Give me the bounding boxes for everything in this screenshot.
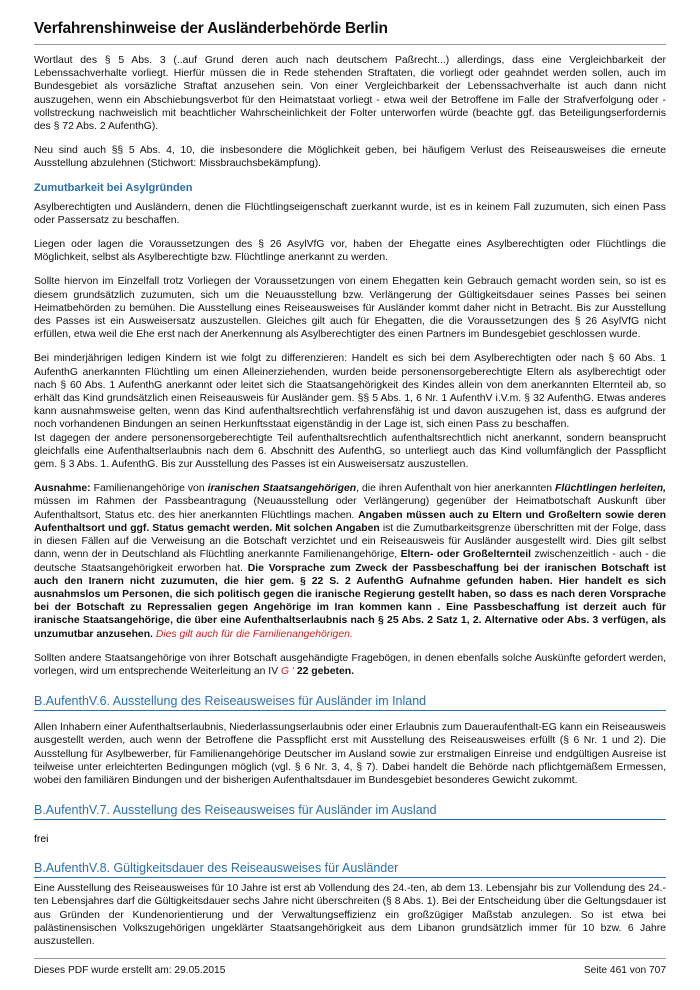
ausnahme-text-2: , die ihren Aufenthalt von hier anerkannten — [356, 483, 553, 495]
ausnahme-text-9: nicht zuzumuten, die hier gem. — [129, 575, 294, 587]
page-title: Verfahrenshinweise der Ausländerbehörde Berlin — [34, 20, 388, 37]
ausnahme-fluechtlinge: Flüchtlingen herleiten, — [555, 483, 666, 495]
paragraph-7: Ist dagegen der andere personensorgeberechtigte Teil aufenthaltsrechtlich aufenthaltsrechtlich nicht anerkannt, sondern beansprucht gleichfalls eine Aufenthaltserlaubnis nach dem 6. Abschnitt des AufenthG, so unterliegt auch das Kind vollumfänglich der Passpflicht gem. § 3 Abs. 1. AufenthG. Bis zur Ausstellung des Passes ist ein Ausweisersatz auszustellen. — [34, 432, 666, 471]
paragraph-3: Asylberechtigten und Ausländern, denen die Flüchtlingseigenschaft zuerkannt wurde, ist es in keinem Fall zuzumuten, sich einen Pass oder Passersatz zu beschaffen. — [34, 201, 666, 226]
ausnahme-text-10: Aufnahme gefunden haben. Hier handelt es sich ausnahmslos um Personen, die sich politisch gegen die iranische Regierung gestellt haben, so dass es nach deren Vorsprache bei der Botschaft zu Repressalien gegen Angehörige im Iran kommen kann . — [34, 575, 666, 614]
title-divider — [34, 44, 666, 45]
ausnahme-text-8: Die Vorsprache zum Zweck der Passbeschaffung bei der iranischen Botschaft ist auch den — [34, 562, 667, 587]
ausnahme-text-11: Eine Passbeschaffung ist derzeit auch für iranische Staatsangehörige, die über eine Aufenthaltserlaubnis nach § 25 Abs. 2 Satz 1, 2. Alternative oder Abs. 3 verfügen, als unzumutbar anzusehen. — [34, 602, 667, 640]
paragraph-1: Wortlaut des § 5 Abs. 3 (..auf Grund deren auch nach deutschem Paßrecht...) allerdings, dass eine Vergleichbarkeit der Lebenssachverhalte vorliegt. Hierfür müssen die in Rede stehenden Straftaten, die vorliegt oder geahndet werden sollen, auch im Bundesgebiet als vorsäzliche Straftat anzusehen sein. Von einer Vergleichbarkeit der Lebenssachverhalte ist auch dann nicht auszugehen, wenn ein Abschiebungsverbot für den Heimatstaat vorliegt - etwa weil der Betroffene im Falle der Strafverfolgung oder -vollstreckung nachweislich mit beachtlicher Wahrscheinlichkeit der Folter unterworfen würde (beachte ggf. das Beteiligungserfordernis des § 72 Abs. 2 AufenthG). — [34, 55, 666, 133]
section-heading-aufenthv-8: B.AufenthV.8. Gültigkeitsdauer des Reiseausweises für Ausländer — [34, 861, 666, 878]
ausnahme-paragraph-22: § 22 S. 2 AufenthG — [299, 575, 404, 587]
paragraph-6: Bei minderjährigen ledigen Kindern ist wie folgt zu differenzieren: Handelt es sich bei dem Asylberechtigten oder nach § 60 Abs. 1 AufenthG anerkannten Flüchtling um einen Alleinerziehenden, wurden beide personensorgeberechtigte Eltern als asylberechtigt oder nach § 60 Abs. 1 AufenthG anerkannt oder leitet sich die Staatsangehörigkeit des Kindes allein von dem anerkannten Elternteil ab, so erhält das Kind grundsätzlich einen Reiseausweis für Ausländer gem. §§ 5 Abs. 1, 6 Nr. 1 AufenthV i.V.m. § 32 AufenthG. Etwas anderes kann ausnahmsweise gelten, wenn das Kind aufenthaltsrechtlich verfahrensfähig ist und davon auszugehen ist, dass es aufgrund der noch vorhandenen Bindungen an seinen Herkunftsstaat eigenständig in der Lage ist, sich einen Pass zu beschaffen. — [34, 353, 666, 431]
paragraph-11: Eine Ausstellung des Reiseausweises für 10 Jahre ist erst ab Vollendung des 24.-ten, ab dem 13. Lebensjahr bis zur Vollendung des 24.-ten Lebensjahres darf die Gültigkeitsdauer sechs Jahre nicht überschreiten (§ 8 Abs. 1). Bei der Entscheidung über die Geltungsdauer ist aus Gründen der Kundenorientierung und der Verwaltungseffizienz ein großzügiger Maßstab anzulegen. So ist etwa bei palästinensischen Volkszugehörigen ungeklärter Staatsangehörigkeit aus dem Libanon grundsätzlich immer für 10 bzw. 6 Jahre auszustellen. — [34, 883, 666, 947]
ausnahme-block — [34, 482, 666, 640]
ausnahme-text-12: Dies gilt auch für die Familienangehörigen. — [155, 628, 353, 640]
paragraph-9-text: Sollten andere Staatsangehörige von ihrer Botschaft ausgehändigte Fragebögen, in denen ebenfalls solche Auskünfte gefordert werden, vorlegen, wird um entsprechende Weiterleitung an IV — [34, 652, 666, 677]
paragraph-4: Liegen oder lagen die Voraussetzungen des § 26 AsylVfG vor, haben der Ehegatte eines Asylberechtigten oder Flüchtlings die Möglichkeit, selbst als Asylberechtigte bzw. Flüchtlinge anerkannt zu werden. — [34, 239, 666, 264]
section-heading-zumutbarkeit: Zumutbarkeit bei Asylgründen — [34, 181, 193, 194]
footer-created: Dieses PDF wurde erstellt am: 29.05.2015 — [34, 965, 226, 976]
paragraph-10: Allen Inhabern einer Aufenthaltserlaubnis, Niederlassungserlaubnis oder einer Erlaubnis zum Daueraufenthalt-EG kann ein Reiseausweis ausgestellt werden, auch wenn der Betroffene die Passpflicht erst mit Ausstellung des Reiseausweises erfüllt (§ 6 Nr. 1 und 2). Die Ausstellung für Asylbewerber, für Familienangehörige Deutscher im Ausland sowie zur erstmaligen Einreise und endgültigen Ausreise ist teilweise unter erleichterten Bedingungen möglich (vgl. § 6 Nr. 3, 4, § 7). Dabei handelt die Behörde nach pflichtgemäßem Ermessen, wobei den familiären Bindungen und der bisherigen Aufenthaltsdauer im Bundesgebiet besonderes Gewicht zukommt. — [34, 722, 666, 786]
ausnahme-lead: Ausnahme: — [34, 483, 91, 495]
paragraph-9-ref: G ' — [281, 665, 294, 677]
ausnahme-text-4: Angaben müssen auch zu Eltern und Großeltern sowie deren Aufenthaltsort und ggf. Status gemacht werden. Mit solchen Angaben — [34, 509, 666, 534]
ausnahme-text-3: müssen im Rahmen der Passbeantragung (Neuausstellung oder Verlängerung) gegenüber der Heimatbotschaft Auskunft über Aufenthaltsort, Status etc. des hier anerkannten Flüchtlings machen. — [34, 496, 666, 521]
paragraph-9 — [34, 652, 666, 678]
ausnahme-iranische: iranischen Staatsangehörigen — [207, 483, 357, 495]
section-heading-aufenthv-6: B.AufenthV.6. Ausstellung des Reiseausweises für Ausländer im Inland — [34, 694, 666, 711]
ausnahme-text-1: Familienangehörige von — [93, 483, 205, 495]
paragraph-5: Sollte hiervon im Einzelfall trotz Vorliegen der Voraussetzungen von einem Ehegatten kein Gebrauch gemacht worden sein, so ist es diesem grundsätzlich zuzumuten, sich um die Neuausstellung bzw. Verlängerung der Gültigkeitsdauer seines Passes bei seinen Heimatbehörden zu bemühen. Die Ausstellung eines Reiseausweises für Ausländer kommt daher nicht in Betracht. Bis zur Ausstellung des Passes ist ein Ausweisersatz auszustellen. Gleiches gilt auch für Ehegatten, die die Voraussetzungen des § 26 AsylVfG nicht erfüllen, etwa weil die Ehe erst nach der Anerkennung als Asylberechtigter des einen Partners im Bundesgebiet geschlossen wurde. — [34, 276, 666, 341]
section-heading-aufenthv-7: B.AufenthV.7. Ausstellung des Reiseausweises für Ausländer im Ausland — [34, 803, 666, 820]
ausnahme-text-7: zwischenzeitlich - auch - die deutsche Staatsangehörigkeit erworben hat. — [34, 549, 667, 574]
paragraph-2: Neu sind auch §§ 5 Abs. 4, 10, die insbesondere die Möglichkeit geben, bei häufigem Verlust des Reiseausweises die erneute Ausstellung abzulehnen (Stichwort: Missbrauchsbekämpfung). — [34, 145, 666, 170]
ausnahme-text-5: ist die Zumutbarkeitsgrenze überschritten mit der Folge, dass in diesen Fällen auf die Verweisung an die Botschaft verzichtet und ein Reiseausweis für Ausländer ausgestellt wird. Dies gilt selbst dann, wenn der in Deutschland als Flüchtling anerkannte Familienangehörige, — [34, 522, 666, 561]
paragraph-frei: frei — [34, 834, 49, 846]
ausnahme-elternteil: Eltern- oder Großelternteil — [400, 549, 531, 561]
paragraph-9-end: 22 gebeten. — [296, 665, 355, 677]
page-footer — [34, 958, 666, 976]
footer-page-number: Seite 461 von 707 — [583, 965, 666, 976]
ausnahme-iranern: Iranern — [88, 575, 124, 587]
